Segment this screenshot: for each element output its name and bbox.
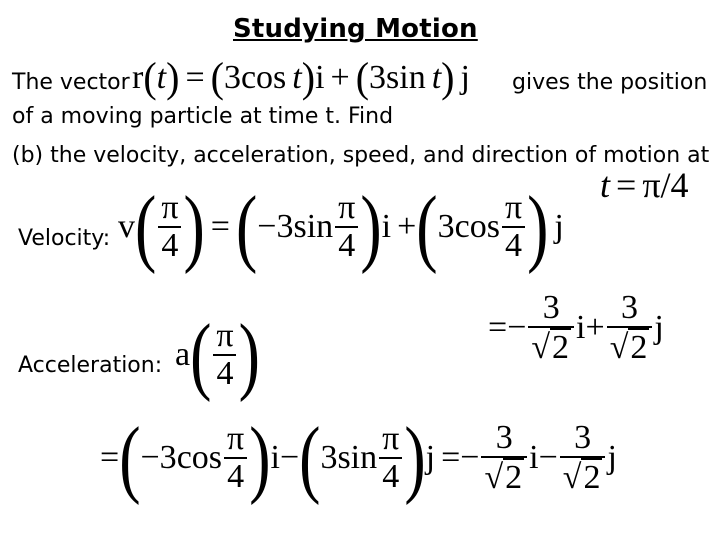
fn-r: r (132, 59, 144, 96)
acceleration-lhs: a ( $\frac{\pi}{4}$ ) (175, 306, 260, 402)
acceleration-equation: = ( −3 cos $\frac{\pi}{4}$ ) i − ( 3 sin $\frac{\pi}{4}$ ) j = − 3 √ 2 i − 3 √ 2 j (100, 409, 617, 505)
velocity-result: = − 3 √ 2 i + 3 √ 2 j (488, 289, 664, 366)
acceleration-label: Acceleration: (18, 353, 163, 378)
position-vector-equation: r ( t ) = ( 3 cos t ) i + ( 3 sin t ) j (132, 53, 470, 102)
t-equals-pi-over-4: t = π/4 (600, 165, 689, 205)
intro-line-3: (b) the velocity, acceleration, speed, and direction of motion at (12, 143, 710, 168)
slide-title: Studying Motion (233, 14, 478, 44)
velocity-label: Velocity: (18, 226, 111, 251)
velocity-equation: v ( $\frac{\pi}{4}$ ) = ( −3 sin $\frac{\pi}{4}$ ) i + ( 3 cos $\frac{\pi}{4}$ ) j (118, 178, 564, 274)
intro-suffix: gives the position (512, 70, 708, 95)
intro-line-2: of a moving particle at time t. Find (12, 104, 394, 129)
fn-v: v (118, 207, 135, 245)
fn-a: a (175, 335, 191, 373)
intro-prefix: The vector (12, 70, 130, 95)
